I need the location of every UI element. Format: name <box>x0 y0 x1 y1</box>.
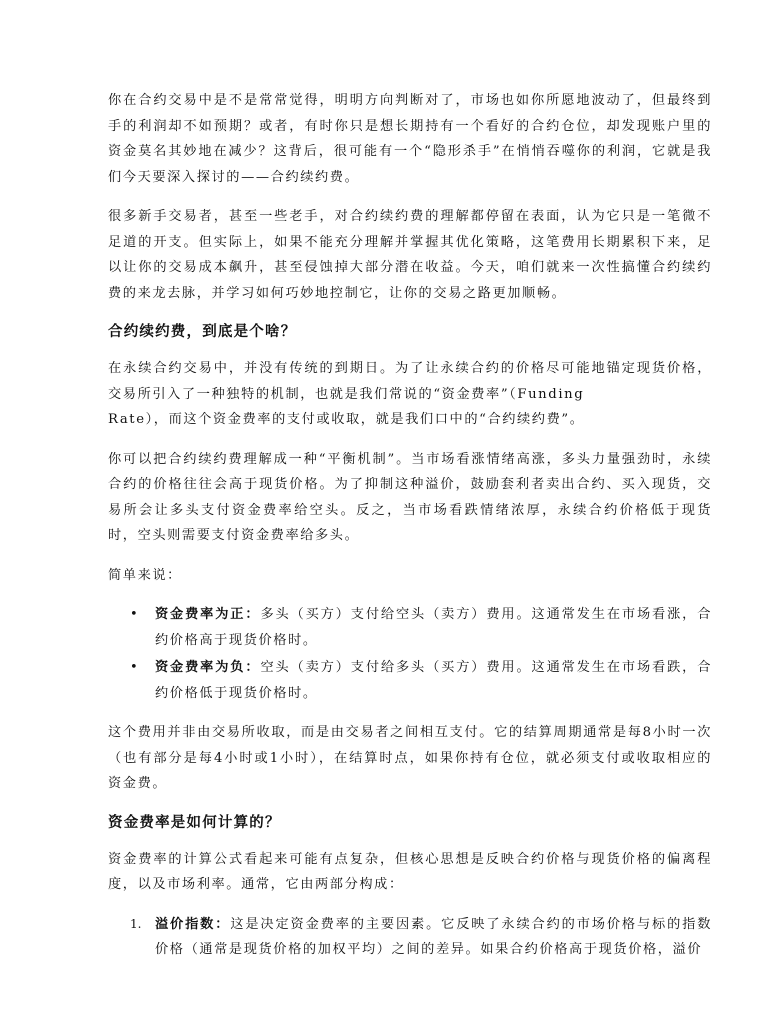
list-item-term: 资金费率为负： <box>155 660 261 675</box>
funding-rate-definition-line-a: 在永续合约交易中，并没有传统的到期日。为了让永续合约的价格尽可能地锚定现货价格，交易所引入了一种独特的机制，也就是我们常说的“资金费率”（Funding <box>108 361 712 402</box>
bullet-icon: • <box>130 660 138 675</box>
section-heading-what-is-it: 合约续约费，到底是个啥？ <box>108 324 297 340</box>
list-item-term: 资金费率为正： <box>155 607 261 622</box>
list-item <box>108 912 712 963</box>
balance-mechanism-paragraph: 你可以把合约续约费理解成一种“平衡机制”。当市场看涨情绪高涨，多头力量强劲时，永续合约的价格往往会高于现货价格。为了抑制这种溢价，鼓励套利者卖出合约、买入现货，交易所会让多头支付资金费率给空头。反之，当市场看跌情绪浓厚，永续合约价格低于现货时，空头则需要支付资金费率给多头。 <box>108 451 712 543</box>
document-page <box>108 88 712 977</box>
funding-rate-definition-line-b: Rate），而这个资金费率的支付或收取，就是我们口中的“合约续约费”。 <box>108 412 585 427</box>
funding-rate-definition <box>108 356 712 433</box>
list-item-text: 多头（买方）支付给空头（卖方）费用。这通常发生在市场看涨，合约价格高于现货价格时。 <box>155 607 713 648</box>
bullet-icon: • <box>130 607 138 622</box>
list-number: 1. <box>130 916 142 931</box>
funding-rate-bullet-list <box>108 602 712 706</box>
list-item-text: 这是决定资金费率的主要因素。它反映了永续合约的市场价格与标的指数价格（通常是现货价格的加权平均）之间的差异。如果合约价格高于现货价格，溢价 <box>155 916 712 957</box>
settlement-paragraph: 这个费用并非由交易所收取，而是由交易者之间相互支付。它的结算周期通常是每8小时一次（也有部分是每4小时或1小时），在结算时点，如果你持有仓位，就必须支付或收取相应的资金费。 <box>108 725 712 791</box>
intro-paragraph-2: 很多新手交易者，甚至一些老手，对合约续约费的理解都停留在表面，认为它只是一笔微不足道的开支。但实际上，如果不能充分理解并掌握其优化策略，这笔费用长期累积下来，足以让你的交易成本飙升，甚至侵蚀掉大部分潜在收益。今天，咱们就来一次性搞懂合约续约费的来龙去脉，并学习如何巧妙地控制它，让你的交易之路更加顺畅。 <box>108 209 712 301</box>
list-item-text: 空头（卖方）支付给多头（买方）费用。这通常发生在市场看跌，合约价格低于现货价格时。 <box>155 660 713 701</box>
simply-put-label: 简单来说： <box>108 567 182 583</box>
section-heading-calculation: 资金费率是如何计算的？ <box>108 814 281 831</box>
calculation-numbered-list <box>108 912 712 963</box>
list-item <box>108 655 712 706</box>
calculation-intro-paragraph: 资金费率的计算公式看起来可能有点复杂，但核心思想是反映合约价格与现货价格的偏离程度，以及市场利率。通常，它由两部分构成： <box>108 851 712 892</box>
list-item <box>108 602 712 653</box>
list-item-term: 溢价指数： <box>155 916 231 932</box>
intro-paragraph: 你在合约交易中是不是常常觉得，明明方向判断对了，市场也如你所愿地波动了，但最终到手的利润却不如预期？或者，有时你只是想长期持有一个看好的合约仓位，却发现账户里的资金莫名其妙地在减少？这背后，很可能有一个“隐形杀手”在悄悄吞噬你的利润，它就是我们今天要深入探讨的——合约续约费。 <box>108 93 712 185</box>
